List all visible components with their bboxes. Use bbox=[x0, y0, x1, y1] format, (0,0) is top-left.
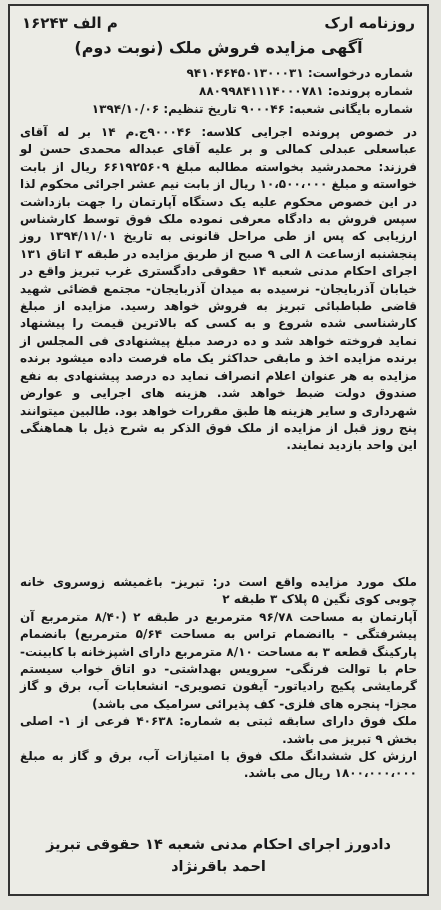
property-section bbox=[20, 574, 417, 783]
notice-title: آگهی مزایده فروش ملک (نوبت دوم) bbox=[74, 38, 363, 57]
notice-header bbox=[22, 14, 415, 36]
signature-block bbox=[10, 834, 427, 878]
property-details: آپارتمان به مساحت ۹۶/۷۸ مترمربع در طبقه ۲ (۸/۴۰ مترمربع آن پیشرفتگی - باانضمام تراس به مساحت ۵/۶۴ مترمربع) بانضمام پارکینگ قطعه ۳ به مساحت ۸/۱۰ مترمربع دارای اشپزخانه با کابینت- حام با توالت فرنگی- سرویس بهداشتی- دو اتاق خواب سیستم گرمایشی پکیج رادیاتور- آیفون تصویری- انشعابات آب، برق و گاز مجزا- پنجره های فلزی- کف پذیرائی سرامیک می باشد) bbox=[20, 609, 417, 711]
signature-title: دادورز اجرای احکام مدنی شعبه ۱۴ حقوقی تبریز bbox=[46, 837, 391, 853]
property-value: ارزش کل ششدانگ ملک فوق با امتیازات آب، برق و گاز به مبلغ ۱۸۰۰،۰۰۰،۰۰۰ ریال می باشد. bbox=[20, 749, 417, 781]
property-address: تبریز- باغمیشه زوسروی خانه چوبی کوی نگین ۵ پلاک ۳ طبقه ۲ bbox=[20, 575, 417, 607]
notice-body bbox=[20, 124, 417, 455]
newspaper-name: روزنامه ارک bbox=[324, 14, 415, 32]
request-number: شماره درخواست: ۹۴۱۰۴۶۴۵۰۱۳۰۰۰۳۱ bbox=[186, 66, 413, 80]
body-paragraph: در خصوص پرونده اجرایی کلاسه: ۹۰۰۰۴۶ج.م ۱۴ بر له آقای عباسعلی عبدلی کمالی و بر علیه آقای عبداله محمدی حسن لو فرزند: محمدرشید بخواسته مطالبه مبلغ ۶۶۱۹۲۵۶۰۹ ریال از بابت خواسته و مبلغ ۱۰،۵۰۰،۰۰۰ ریال از بابت نیم عشر اجرائی محکوم لذا در این خصوص محکوم علیه یک دستگاه آپارتمان را جهت بازداشت سپس فروش به دادگاه معرفی نموده ملک فوق توسط کارشناس ارزیابی که پس از طی مراحل قانونی به تاریخ ۱۳۹۴/۱۱/۰۱ روز پنجشنبه ازساعت ۸ الی ۹ صبح از طریق مزایده در طبقه ۳ اتاق ۱۳۱ اجرای احکام مدنی شعبه ۱۴ حقوقی دادگستری غرب تبریز واقع در خیابان آذربایجان- نرسیده به میدان آذربایجان- مجتمع قضائی شهید قاضی طباطبائی تبریز به فروش خواهد رسید. مزایده از مبلغ کارشناسی شده شروع و به کسی که بالاترین قیمت را پیشنهاد نماید فروخته خواهد شد و ده درصد مبلغ پیشنهادی فی المجلس از برنده مزایده اخذ و مابقی حداکثر یک ماه فرصت داده میشود برنده مزایده به هر عنوان اعلام انصراف نماید ده درصد پیشنهادی به نفع صندوق دولت ضبط خواهد شد. هزینه های اجرایی و عوارض شهرداری و سایر هزینه ها طبق مقررات خواهد بود. طالبین میتوانند پنج روز قبل از مزایده از ملک فوق الذکر به شرح ذیل با هماهنگی این واحد بازدید نمایند. bbox=[19, 125, 418, 453]
case-number: شماره پرونده: ۸۸۰۹۹۸۴۱۱۱۴۰۰۰۷۸۱ bbox=[199, 84, 413, 98]
signature-name: احمد باقرنژاد bbox=[171, 859, 266, 875]
property-heading: ملک مورد مزایده واقع است در: bbox=[212, 575, 417, 589]
notice-code: م الف ۱۶۲۴۳ bbox=[22, 14, 118, 32]
notice-frame bbox=[8, 4, 429, 896]
meta-block bbox=[24, 64, 413, 118]
property-registry: ملک فوق دارای سابقه ثبتی به شماره: ۴۰۶۳۸ فرعی از ۱- اصلی بخش ۹ تبریز می باشد. bbox=[20, 714, 418, 746]
archive-number: شماره بایگانی شعبه: ۹۰۰۰۴۶ تاریخ تنظیم: ۱۳۹۴/۱۰/۰۶ bbox=[91, 102, 413, 116]
